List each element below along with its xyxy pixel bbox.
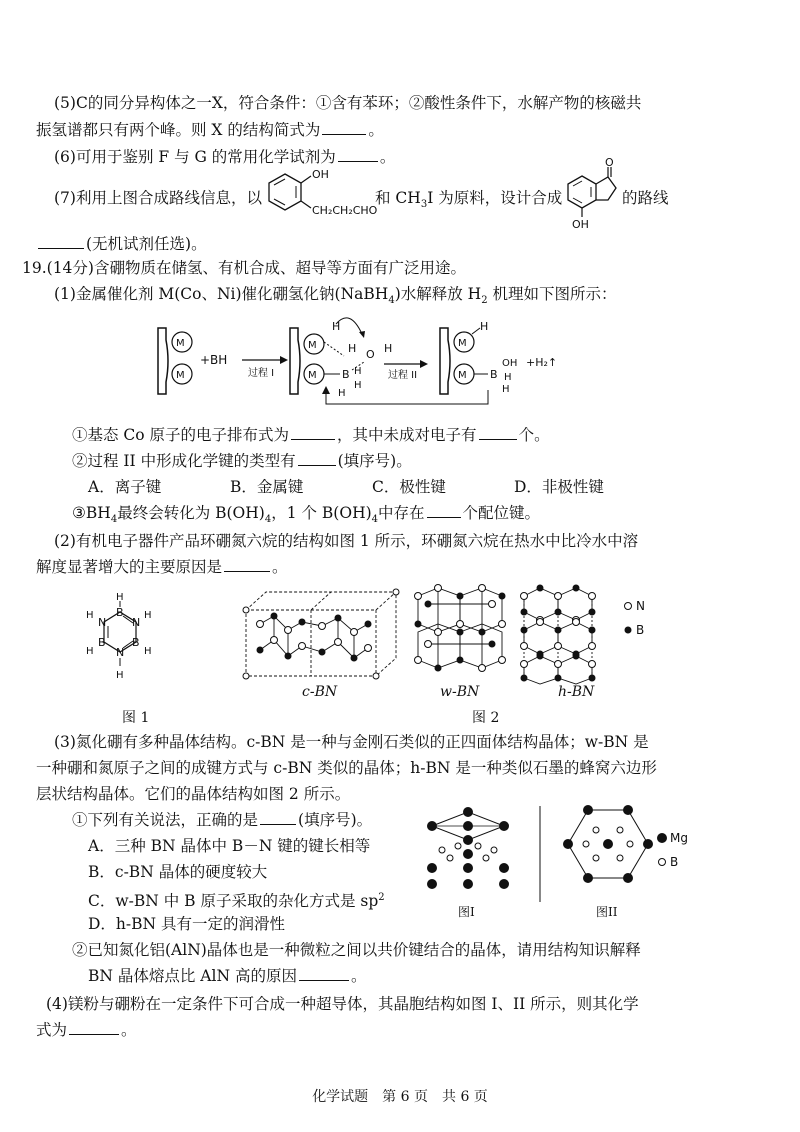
h-atom: H	[116, 592, 124, 603]
b-atom: B	[116, 606, 124, 619]
h-atom: H	[348, 342, 357, 355]
hydroxyl-label: OH	[312, 168, 329, 181]
mechanism-diagram	[152, 312, 622, 412]
hbn-caption: h-BN	[558, 684, 595, 700]
q19-part1-options	[88, 476, 604, 498]
h-atom: H	[502, 384, 510, 395]
borazine-structure	[80, 594, 170, 684]
cbn-lattice	[243, 589, 399, 679]
h-atom: H	[338, 388, 346, 399]
chain-label: CH₂CH₂CHO	[312, 204, 378, 217]
figure-1-caption: 图 1	[122, 710, 150, 726]
q19-part1-intro: (1)金属催化剂 M(Co、Ni)催化硼氢化钠(NaBH$_4$)水解释放 $H_2$ 机理如下图所示：	[54, 285, 617, 307]
q19-part4-line1: (4)镁粉与硼粉在一定条件下可合成一种超导体，其晶胞结构如图 I、II 所示，则其化学	[46, 995, 639, 1013]
figure-2-caption: 图 2	[472, 710, 500, 726]
legend-b-marker	[659, 859, 666, 866]
q19-part3-option-c: C．w-BN 中 B 原子采取的杂化方式是 $sp^2$	[88, 892, 385, 911]
legend-mg-label: Mg	[670, 831, 688, 845]
mgb2-unit-cell-figures	[418, 806, 688, 906]
h-atom: H	[332, 320, 341, 333]
q18-part7-line2: (无机试剂任选)。	[36, 233, 207, 255]
q19-part1-sub2: ②过程 II 中形成化学键的类型有 (填序号)。	[72, 452, 412, 470]
option-a: A．离子键	[88, 478, 162, 496]
q19-part3-sub2-line1: ②已知氮化铝(AlN)晶体也是一种微粒之间以共价键结合的晶体，请用结构知识解释	[72, 941, 641, 959]
b-atom: B	[98, 636, 106, 649]
h-atom: H	[144, 610, 152, 621]
h-atom: H	[144, 646, 152, 657]
reactant-molecule-structure	[255, 168, 378, 230]
page-footer: 化学试题 第 6 页 共 6 页	[312, 1089, 488, 1105]
metal-m2-label: M	[308, 340, 317, 351]
answer-blank[interactable]	[38, 233, 84, 249]
answer-blank[interactable]	[479, 424, 517, 440]
h-atom: H	[86, 646, 94, 657]
q18-part5-line2: 振氢谱都只有两个峰。则 X 的结构简式为 。	[36, 121, 384, 139]
answer-blank[interactable]	[299, 965, 349, 981]
figure-i-side-view	[427, 807, 509, 889]
q18-part7-end: 的路线	[622, 189, 669, 207]
q19-part3-line2: 一种硼和氮原子之间的成键方式与 c-BN 类似的晶体；h-BN 是一种类似石墨的蜂窝六边形	[36, 759, 657, 777]
legend-n-marker	[625, 603, 632, 610]
q19-part1-sub3: $③BH_4$最终会转化为 $B(OH)_4$，1 个 $B(OH)_4$中存在 个配位键。	[72, 504, 541, 526]
n-atom: N	[116, 646, 125, 659]
o-atom: O	[366, 348, 375, 361]
n-atom: N	[132, 616, 141, 629]
answer-blank[interactable]	[69, 1019, 119, 1035]
q19-part1-sub1: ①基态 Co 原子的电子排布式为 ，其中未成对电子有 个。	[72, 426, 550, 444]
h-atom: H	[116, 670, 124, 681]
figure-i-caption: 图I	[458, 905, 475, 919]
q18-part7-line1: (7)利用上图合成路线信息，以	[54, 189, 262, 207]
metal-m1-label: M	[176, 370, 185, 381]
h-atom: H	[480, 320, 489, 333]
q19-part3-option-d: D．h-BN 具有一定的润滑性	[88, 915, 286, 933]
hbn-atoms	[521, 585, 596, 682]
q19-part3-sub1: ①下列有关说法，正确的是 (填序号)。	[72, 811, 373, 829]
carbonyl-label: O	[605, 156, 614, 169]
n-atom: N	[98, 616, 107, 629]
metal-m1-label: M	[458, 370, 467, 381]
legend-b-label: B	[670, 855, 679, 869]
metal-m2-label: M	[458, 338, 467, 349]
process-2-label: 过程 II	[388, 370, 418, 381]
answer-blank[interactable]	[291, 424, 335, 440]
figure-ii-top-view	[563, 805, 653, 883]
answer-blank[interactable]	[224, 556, 270, 572]
q19-part2-line1: (2)有机电子器件产品环硼氮六烷的结构如图 1 所示，环硼氮六烷在热水中比冷水中溶	[54, 532, 639, 550]
legend-b-marker	[625, 627, 632, 634]
hbn-lattice	[524, 588, 592, 684]
hydrogen-product: +H₂↑	[526, 356, 558, 369]
answer-blank[interactable]	[338, 146, 378, 162]
legend-mg-marker	[657, 833, 667, 843]
h-atom: H	[384, 342, 393, 355]
cbn-caption: c-BN	[302, 684, 338, 700]
option-b: B．金属键	[230, 478, 304, 496]
h-atom: H	[354, 380, 362, 391]
answer-blank[interactable]	[298, 450, 336, 466]
answer-blank[interactable]	[322, 119, 366, 135]
answer-blank[interactable]	[427, 502, 461, 518]
metal-m1-label: M	[308, 370, 317, 381]
q19-part3-option-b: B．c-BN 晶体的硬度较大	[88, 863, 268, 881]
hydroxyl-label: OH	[572, 218, 589, 231]
q18-part6: (6)可用于鉴别 F 与 G 的常用化学试剂为 。	[54, 148, 396, 166]
b-atom: B	[342, 368, 350, 381]
oh-group: OH	[502, 358, 518, 369]
metal-m2-label: M	[176, 338, 185, 349]
q19-part3-sub2-line2: BN 晶体熔点比 AlN 高的原因 。	[88, 967, 367, 985]
q19-part3-option-a: A．三种 BN 晶体中 B－N 键的键长相等	[88, 837, 371, 855]
b-atom: B	[132, 636, 140, 649]
q18-part7-mid: 和 $CH_3I$ 为原料，设计合成	[375, 189, 563, 211]
bh4-reactant: +BH	[200, 353, 228, 367]
option-c: C．极性键	[372, 478, 446, 496]
h-atom: H	[354, 366, 362, 377]
figure-ii-caption: 图II	[596, 905, 618, 919]
q18-part5-line1: (5)C的同分异构体之一X，符合条件：①含有苯环；②酸性条件下，水解产物的核磁共	[54, 94, 642, 112]
legend-b-label: B	[636, 623, 645, 637]
target-molecule-structure	[560, 156, 630, 234]
q19-part3-line1: (3)氮化硼有多种晶体结构。c-BN 是一种与金刚石类似的正四面体结构晶体；w-BN 是	[54, 733, 649, 751]
q19-part3-line3: 层状结构晶体。它们的晶体结构如图 2 所示。	[36, 785, 351, 803]
option-d: D．非极性键	[514, 478, 604, 496]
q19-part4-line2: 式为 。	[36, 1021, 137, 1039]
process-1-label: 过程 I	[248, 368, 275, 379]
bn-crystal-structures	[240, 584, 670, 684]
wbn-caption: w-BN	[440, 684, 480, 700]
b-atom: B	[490, 368, 498, 381]
h-atom: H	[86, 610, 94, 621]
q19-header: 19.(14分)含硼物质在储氢、有机合成、超导等方面有广泛用途。	[22, 259, 466, 277]
answer-blank[interactable]	[260, 809, 296, 825]
h-atom: H	[504, 372, 512, 383]
q19-part2-line2: 解度显著增大的主要原因是 。	[36, 558, 288, 576]
legend-n-label: N	[636, 599, 645, 613]
